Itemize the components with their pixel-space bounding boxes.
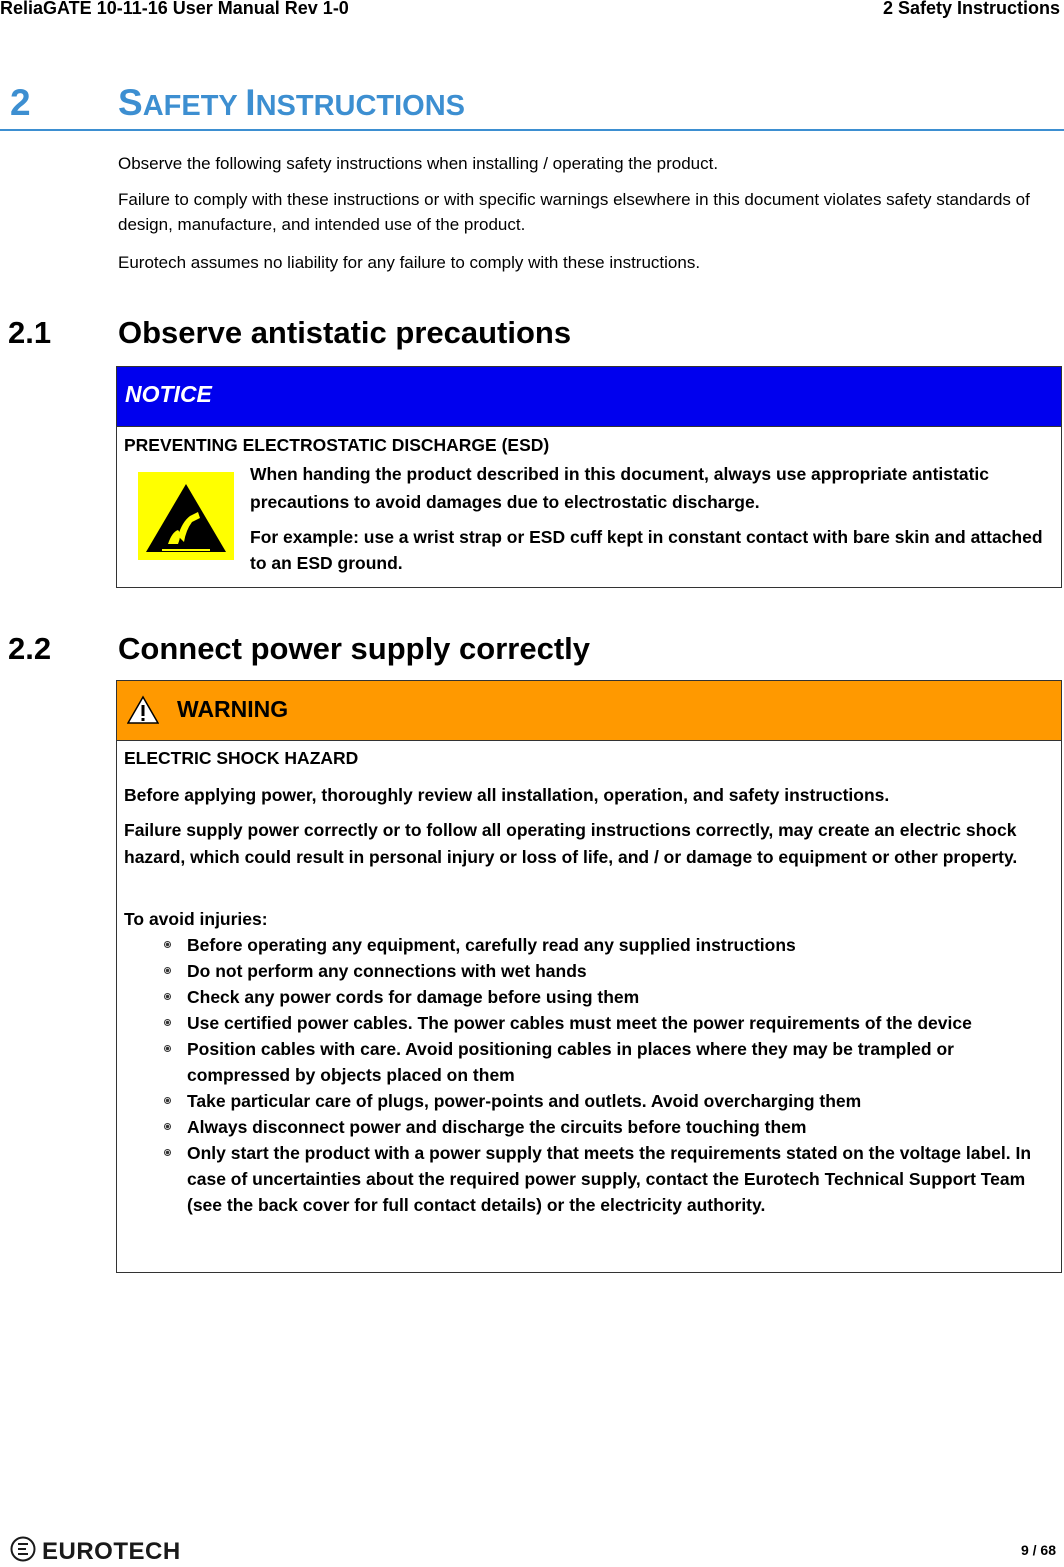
list-item-text: Use certified power cables. The power cables must meet the power requirements of the device: [187, 1013, 972, 1033]
list-item-text: Check any power cords for damage before using them: [187, 987, 640, 1007]
page-number: 9 / 68: [1020, 1542, 1056, 1558]
list-item: [161, 1088, 1041, 1114]
bullet-icon: [164, 1123, 171, 1130]
warning-heading: ELECTRIC SHOCK HAZARD: [124, 748, 359, 768]
warning-list: [161, 932, 1041, 1218]
list-item: [161, 932, 1041, 958]
bullet-icon: [164, 967, 171, 974]
chapter-number: 2: [10, 82, 31, 123]
list-item-text: Take particular care of plugs, power-points and outlets. Avoid overcharging them: [187, 1091, 862, 1111]
running-header-chapter: 2 Safety Instructions: [882, 0, 1060, 18]
warning-header: [117, 681, 1061, 741]
list-item-text: Only start the product with a power supply that meets the requirements stated on the voltage label. In case of uncertainties about the required power supply, contact the Eurotech Technical Support Team (see the back cover for full contact details) or the electricity authority.: [187, 1143, 1032, 1215]
esd-warning-icon: [138, 472, 234, 560]
running-header-title: ReliaGATE 10-11-16 User Manual Rev 1-0: [0, 0, 349, 18]
list-item: [161, 958, 1041, 984]
notice-text: For example: use a wrist strap or ESD cuff kept in constant contact with bare skin and attached to an ESD ground.: [250, 527, 1043, 573]
list-item: [161, 1140, 1041, 1218]
notice-heading: PREVENTING ELECTROSTATIC DISCHARGE (ESD): [124, 435, 550, 455]
warning-box: [116, 680, 1062, 1273]
list-item: [161, 984, 1041, 1010]
warning-text: Failure supply power correctly or to follow all operating instructions correctly, may create an electric shock hazard, which could result in personal injury or loss of life, and / or damage to equipment or other property.: [124, 820, 1018, 867]
notice-text: When handing the product described in this document, always use appropriate antistatic precautions to avoid damages due to electrostatic discharge.: [250, 464, 989, 512]
intro-paragraph: Failure to comply with these instructions or with specific warnings elsewhere in this document violates safety standards of design, manufacture, and intended use of the product.: [118, 190, 1030, 234]
footer-logo: [10, 1536, 181, 1567]
warning-triangle-icon: [127, 695, 159, 731]
list-item-text: Do not perform any connections with wet hands: [187, 961, 587, 981]
chapter-title-part: S: [118, 82, 143, 123]
warning-avoid-label: To avoid injuries:: [124, 909, 268, 929]
list-item-text: Before operating any equipment, carefully read any supplied instructions: [187, 935, 796, 955]
notice-label: NOTICE: [125, 381, 212, 407]
list-item-text: Always disconnect power and discharge the circuits before touching them: [187, 1117, 807, 1137]
bullet-icon: [164, 1097, 171, 1104]
chapter-title-part: AFETY: [142, 90, 246, 122]
chapter-title-part: NSTRUCTIONS: [255, 90, 466, 122]
section-number: 2.2: [8, 631, 52, 666]
notice-box: [116, 366, 1062, 588]
eurotech-logo-icon: [10, 1536, 36, 1567]
section-title: Connect power supply correctly: [118, 631, 590, 666]
list-item-text: Position cables with care. Avoid positioning cables in places where they may be trampled or compressed by objects placed on them: [187, 1039, 954, 1085]
footer-brand: EUROTECH: [42, 1537, 181, 1565]
warning-label: WARNING: [177, 696, 289, 722]
intro-paragraph: Observe the following safety instructions when installing / operating the product.: [118, 154, 719, 173]
chapter-title: [118, 82, 465, 124]
bullet-icon: [164, 1149, 171, 1156]
list-item: [161, 1114, 1041, 1140]
section-title: Observe antistatic precautions: [118, 315, 572, 350]
bullet-icon: [164, 993, 171, 1000]
list-item: [161, 1036, 1041, 1088]
chapter-rule: [0, 129, 1064, 131]
warning-text: Before applying power, thoroughly review all installation, operation, and safety instructions.: [124, 785, 890, 805]
bullet-icon: [164, 1045, 171, 1052]
section-number: 2.1: [8, 315, 52, 350]
bullet-icon: [164, 941, 171, 948]
notice-header: [117, 367, 1061, 427]
bullet-icon: [164, 1019, 171, 1026]
intro-paragraph: Eurotech assumes no liability for any failure to comply with these instructions.: [118, 253, 701, 272]
list-item: [161, 1010, 1041, 1036]
chapter-title-part: I: [245, 82, 256, 123]
